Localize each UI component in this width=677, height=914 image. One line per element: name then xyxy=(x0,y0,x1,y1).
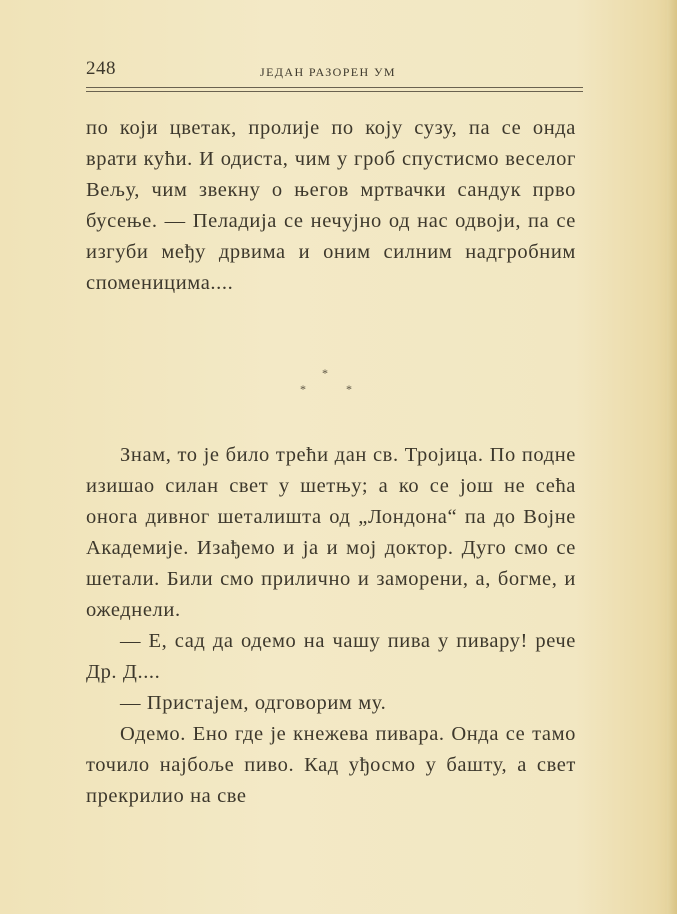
paragraph: Одемо. Ено где је кнежева пивара. Онда се тамо точило најбоље пиво. Кад уђосмо у башту, а свет прекрилио на све xyxy=(86,723,576,807)
page-edge xyxy=(667,0,677,914)
paragraph: по који цветак, пролије по коју сузу, па се онда врати кући. И одиста, чим у гроб спустисмо веселог Вељу, чим звекну о његов мртвачки сандук прво бусење. — Пеладија се нечујно од нас одвоји, па се изгуби међу дрвима и оним силним надгробним споменицима.... xyxy=(86,117,576,294)
asterisk: * xyxy=(322,366,328,380)
header-rule-top xyxy=(86,87,583,88)
paragraph: — Пристајем, одговорим му. xyxy=(120,692,387,714)
page-header xyxy=(86,58,583,84)
text-block-top xyxy=(86,113,576,299)
paragraph: — Е, сад да одемо на чашу пива у пивару! рече Др. Д.... xyxy=(86,630,576,683)
section-break-asterism xyxy=(296,366,366,406)
asterisk: * xyxy=(346,382,352,396)
header-rule-bottom xyxy=(86,91,583,92)
text-block-bottom xyxy=(86,440,576,812)
running-title: ЈЕДАН РАЗОРЕН УМ xyxy=(260,65,396,79)
paragraph: Знам, то је било трећи дан св. Тројица. По подне изишао силан свет у шетњу; а ко се још не сећа онога дивног шеталишта од „Лондона“ па до Војне Академије. Изађемо и ја и мој доктор. Дуго смо се шетали. Били смо прилично и заморени, а, богме, и ожеднели. xyxy=(86,444,576,621)
page-number: 248 xyxy=(86,58,116,79)
asterisk: * xyxy=(300,382,306,396)
